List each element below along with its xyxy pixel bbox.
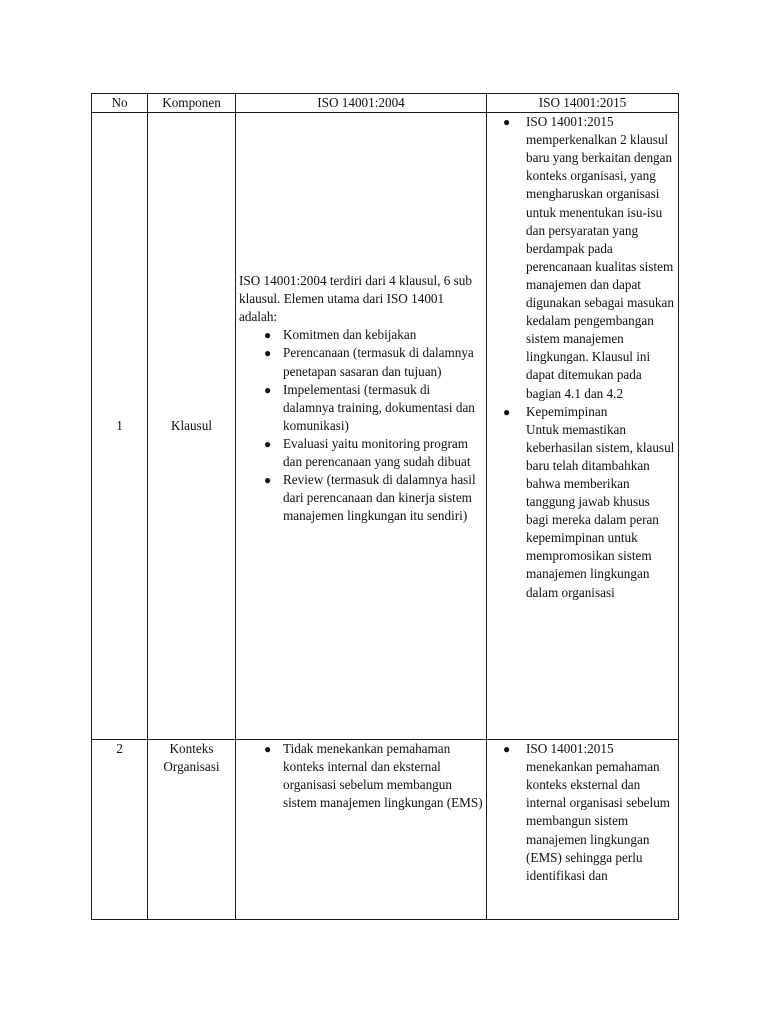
iso-2015-cell	[487, 740, 679, 920]
iso-2004-cell	[236, 740, 487, 920]
list-item-text: ISO 14001:2015 menekankan pemahaman konteks eksternal dan internal organisasi sebelum membangun sistem manajemen lingkungan (EMS) sehingga perlu identifikasi dan	[526, 741, 671, 883]
row-komponen: Konteks Organisasi	[148, 740, 236, 920]
list-item-text: Perencanaan (termasuk di dalamnya penetapan sasaran dan tujuan)	[283, 345, 474, 379]
list-item	[239, 326, 483, 344]
iso-2015-bullet-list	[490, 740, 675, 885]
row-number: 2	[92, 740, 148, 920]
table-row	[92, 113, 679, 740]
bullet-icon: ●	[264, 346, 272, 361]
list-item	[239, 471, 483, 525]
table-row	[92, 740, 679, 920]
list-item	[490, 740, 675, 885]
iso-2015-bullet-list	[490, 113, 675, 602]
bullet-icon: ●	[264, 382, 272, 397]
bullet-icon: ●	[264, 742, 272, 757]
list-item-text: Tidak menekankan pemahaman konteks internal dan eksternal organisasi sebelum membangun sistem manajemen lingkungan (EMS)	[283, 741, 483, 811]
list-item	[490, 403, 675, 602]
bullet-icon: ●	[264, 328, 272, 343]
list-item-text: Untuk memastikan keberhasilan sistem, klausul baru telah ditambahkan bahwa memberikan tanggung jawab khusus bagi mereka dalam peran kepemimpinan untuk mempromosikan sistem manajemen lingkungan dalam organisasi	[526, 421, 675, 600]
row-komponen: Klausul	[148, 113, 236, 740]
iso-2004-bullet-list	[239, 740, 483, 812]
header-iso-2004: ISO 14001:2004	[236, 94, 487, 113]
iso-2004-intro: ISO 14001:2004 terdiri dari 4 klausul, 6 sub klausul. Elemen utama dari ISO 14001 adalah:	[239, 273, 472, 325]
bullet-icon: ●	[264, 473, 272, 488]
header-no: No	[92, 94, 148, 113]
comparison-table	[91, 93, 679, 920]
bullet-icon: ●	[503, 404, 511, 419]
bullet-icon: ●	[264, 436, 272, 451]
list-item-text: Review (termasuk di dalamnya hasil dari perencanaan dan kinerja sistem manajemen lingkungan itu sendiri)	[283, 472, 476, 524]
list-item	[239, 381, 483, 435]
iso-2004-cell	[236, 113, 487, 740]
list-item	[239, 435, 483, 471]
bullet-icon: ●	[503, 742, 511, 757]
table-header-row	[92, 94, 679, 113]
list-item	[239, 740, 483, 812]
header-iso-2015: ISO 14001:2015	[487, 94, 679, 113]
iso-2015-cell	[487, 113, 679, 740]
list-item	[239, 344, 483, 380]
list-item	[490, 113, 675, 403]
list-item-text: Impelementasi (termasuk di dalamnya training, dokumentasi dan komunikasi)	[283, 381, 475, 433]
iso-2004-bullet-list	[239, 326, 483, 525]
list-item-text: Komitmen dan kebijakan	[283, 327, 417, 343]
list-item-text: ISO 14001:2015 memperkenalkan 2 klausul baru yang berkaitan dengan konteks organisasi, yang mengharuskan organisasi untuk menentukan isu-isu dan persyaratan yang berdampak pada perencanaan kualitas sistem manajemen dan dapat digunakan sebagai masukan kedalam pengembangan sistem manajemen lingkungan. Klausul ini dapat ditemukan pada bagian 4.1 dan 4.2	[526, 114, 674, 401]
header-komponen: Komponen	[148, 94, 236, 113]
row-number: 1	[92, 113, 148, 740]
list-item-text: Evaluasi yaitu monitoring program dan perencanaan yang sudah dibuat	[283, 435, 471, 470]
list-item-title: Kepemimpinan	[526, 403, 608, 419]
bullet-icon: ●	[503, 115, 511, 130]
